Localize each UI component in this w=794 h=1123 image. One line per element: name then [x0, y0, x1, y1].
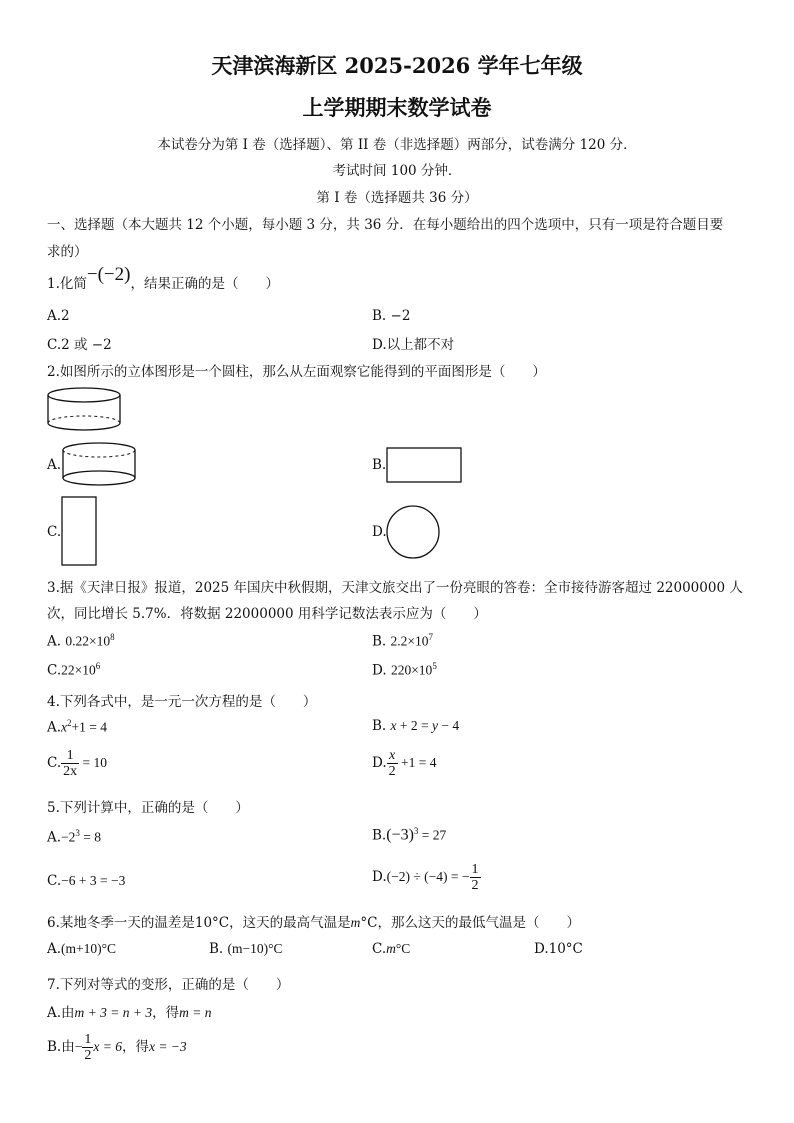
q2-option-c-rectangle — [61, 496, 99, 568]
q4-option-c: C. $\frac{1}{2x}$ = 10 — [47, 748, 108, 779]
intro-line1: 本试卷分为第 I 卷（选择题）、第 II 卷（非选择题）两部分，试卷满分 120 分． — [157, 137, 637, 153]
q6-option-d: D.10°C — [534, 941, 583, 957]
part1-heading: 第 I 卷（选择题共 36 分） — [316, 190, 478, 206]
q5-d-fraction: $\frac{1}{2}$ — [471, 862, 479, 893]
q6-option-a: A.(m+10)°C — [47, 941, 117, 957]
exam-title-line2: 上学期期末数学试卷 — [302, 95, 492, 120]
q2-option-b-label: B. — [372, 457, 387, 473]
q4-d-fraction: $\frac{x}{2}$ — [388, 748, 396, 779]
q6-option-b: B. (m−10)°C — [209, 941, 283, 957]
q6-option-c: C.m°C — [372, 941, 411, 957]
q2-option-d-label: D. — [372, 524, 387, 540]
q4-option-a: $A.x^2+1 = 4$ — [47, 718, 108, 736]
q2-option-b-rectangle — [386, 447, 464, 485]
q4-c-fraction: $\frac{1}{2x}$ — [63, 748, 78, 779]
q4-stem: 4.下列各式中，是一元一次方程的是（ ） — [47, 694, 317, 710]
q7-option-b: B.由− $\frac{1}{2}$ x = 6，得x = −3 — [47, 1032, 187, 1063]
q1-suffix: ，结果正确的是（ ） — [130, 276, 279, 292]
q1-option-a: A.2 — [47, 308, 70, 324]
q4-option-b: B. x + 2 = y − 4 — [372, 718, 460, 734]
intro-line2: 考试时间 100 分钟． — [332, 163, 462, 179]
exam-title-line1: 天津滨海新区 2025-2026 学年七年级 — [211, 53, 583, 78]
q3-option-a: A. $0.22\times 10^8$ — [47, 632, 115, 650]
q1-option-b: B. −2 — [372, 308, 411, 324]
q1-prefix: 1.化简 — [47, 276, 87, 292]
section1-line1: 一、选择题（本大题共 12 个小题，每小题 3 分，共 36 分．在每小题给出的四个选项中，只有一项是符合题目要 — [47, 217, 724, 233]
q1-option-c: C.2 或 −2 — [47, 337, 112, 353]
q1-stem — [47, 264, 279, 294]
q3-line2: 次，同比增长 5.7%．将数据 22000000 用科学记数法表示应为（ ） — [47, 606, 487, 622]
q2-option-c-label: C. — [47, 524, 62, 540]
q4-option-d: D. $\frac{x}{2}$ +1 = 4 — [372, 748, 437, 779]
q5-option-c: C.−6 + 3 = −3 — [47, 873, 126, 889]
q7-stem: 7.下列对等式的变形，正确的是（ ） — [47, 977, 290, 993]
q7-b-fraction: $\frac{1}{2}$ — [84, 1032, 92, 1063]
q7-option-a: A.由m + 3 = n + 3，得m = n — [47, 1005, 212, 1021]
q2-cylinder-figure — [46, 386, 124, 434]
section1-line2: 求的） — [47, 244, 88, 260]
q2-option-a-label: A. — [47, 457, 62, 473]
q1-option-d: D.以上都不对 — [372, 337, 455, 353]
q6-stem: 6.某地冬季一天的温差是10°C，这天的最高气温是m°C，那么这天的最低气温是（ ） — [47, 915, 580, 931]
q5-option-b: $B.(-3)^3 = 27$ — [372, 826, 447, 844]
q5-option-d: D.(−2) ÷ (−4) = − $\frac{1}{2}$ — [372, 862, 479, 893]
q2-option-a-cylinder — [61, 440, 139, 490]
q2-option-d-circle — [386, 505, 442, 561]
q3-option-d: D. $220\times 10^5$ — [372, 661, 437, 679]
q5-option-a: $A.-2^3 = 8$ — [47, 828, 102, 846]
q3-option-c: $C.22\times 10^6$ — [47, 661, 101, 679]
q2-stem: 2.如图所示的立体图形是一个圆柱，那么从左面观察它能得到的平面图形是（ ） — [47, 364, 546, 380]
q3-line1: 3.据《天津日报》报道，2025 年国庆中秋假期，天津文旅交出了一份亮眼的答卷：全市接待游客超过 22000000 人 — [47, 580, 743, 596]
q5-stem: 5.下列计算中，正确的是（ ） — [47, 800, 249, 816]
q1-expression: −(−2) — [86, 264, 131, 285]
q3-option-b: B. $2.2\times 10^7$ — [372, 632, 434, 650]
